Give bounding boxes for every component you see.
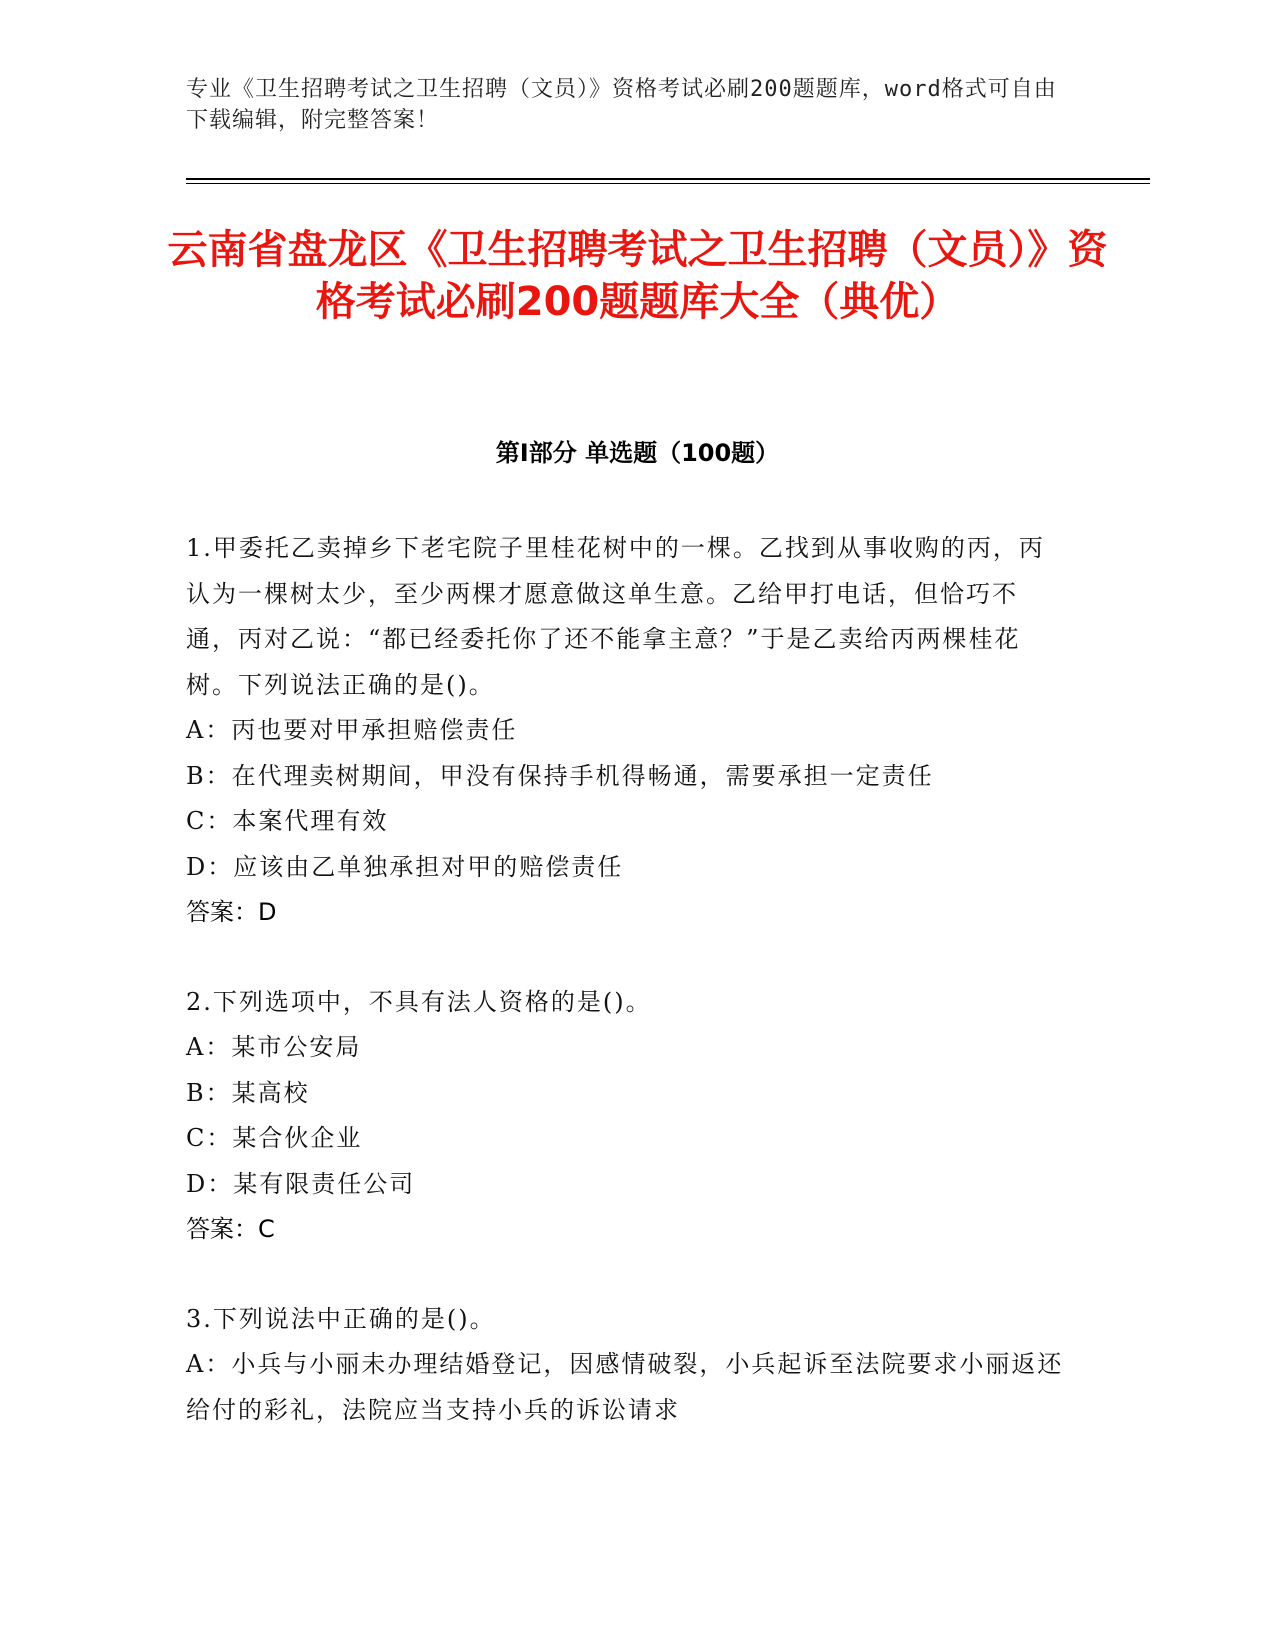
option-d: D：某有限责任公司 bbox=[186, 1169, 416, 1198]
option-c: C：某合伙企业 bbox=[186, 1124, 363, 1152]
option-c: C：本案代理有效 bbox=[186, 807, 389, 835]
option-b: B：在代理卖树期间，甲没有保持手机得畅通，需要承担一定责任 bbox=[186, 761, 934, 790]
header-rule-thick bbox=[186, 178, 1150, 180]
answer: 答案：D bbox=[186, 898, 277, 926]
question-2 bbox=[186, 980, 1066, 1253]
question-stem: 3.下列说法中正确的是()。 bbox=[186, 1304, 496, 1333]
option-b: B：某高校 bbox=[186, 1078, 310, 1107]
section-title: 第I部分 单选题（100题） bbox=[495, 439, 780, 467]
option-a: A：小兵与小丽未办理结婚登记，因感情破裂，小兵起诉至法院要求小丽返还给付的彩礼，法院应当支持小兵的诉讼请求 bbox=[186, 1350, 1064, 1424]
header-rule-thin bbox=[186, 183, 1150, 184]
document-title: 云南省盘龙区《卫生招聘考试之卫生招聘（文员）》资格考试必刷200题题库大全（典优） bbox=[167, 227, 1108, 325]
option-a: A：某市公安局 bbox=[186, 1033, 362, 1061]
option-a: A：丙也要对甲承担赔偿责任 bbox=[186, 716, 518, 744]
question-stem: 2.下列选项中，不具有法人资格的是()。 bbox=[186, 987, 652, 1016]
answer: 答案：C bbox=[186, 1215, 275, 1243]
question-1 bbox=[186, 526, 1066, 936]
question-3 bbox=[186, 1297, 1066, 1434]
option-d: D：应该由乙单独承担对甲的赔偿责任 bbox=[186, 852, 624, 881]
question-list bbox=[186, 526, 1066, 1477]
question-stem: 1.甲委托乙卖掉乡下老宅院子里桂花树中的一棵。乙找到从事收购的丙，丙认为一棵树太少，至少两棵才愿意做这单生意。乙给甲打电话，但恰巧不通，丙对乙说：“都已经委托你了还不能拿主意？”于是乙卖给丙两棵桂花树。下列说法正确的是()。 bbox=[186, 534, 1045, 699]
header-note: 专业《卫生招聘考试之卫生招聘（文员）》资格考试必刷200题题库，word格式可自由下载编辑，附完整答案！ bbox=[186, 77, 1057, 133]
